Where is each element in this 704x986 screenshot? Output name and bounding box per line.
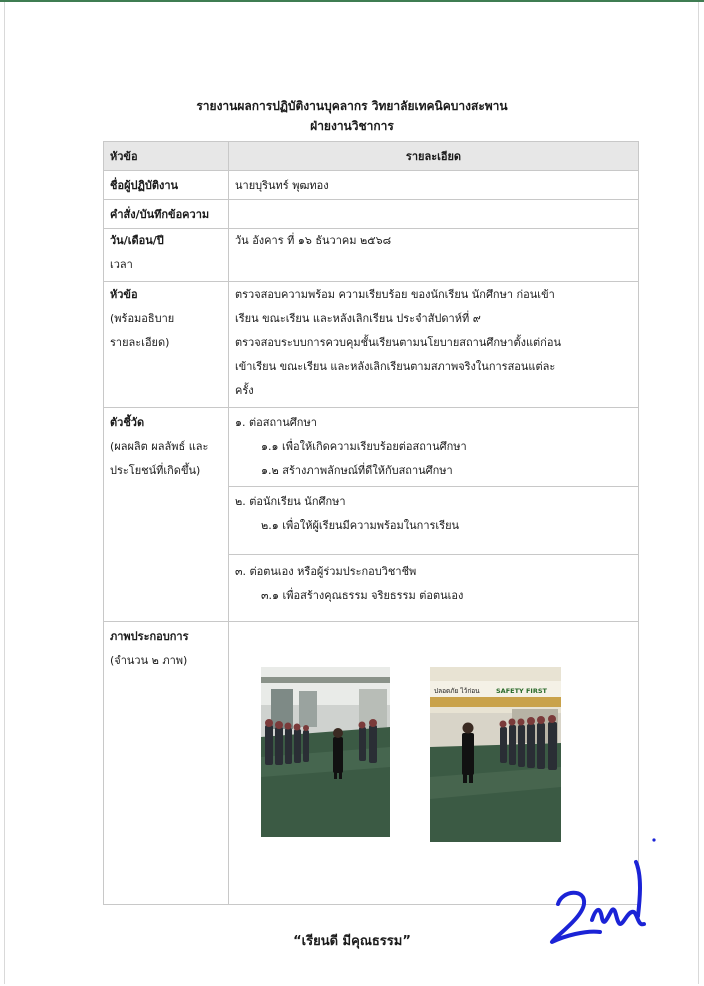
indicator-label: ตัวชี้วัด bbox=[110, 416, 145, 429]
indicator-2-item-a: ๒.๑ เพื่อให้ผู้เรียนมีความพร้อมในการเรียน bbox=[261, 519, 460, 532]
performer-label: ชื่อผู้ปฏิบัติงาน bbox=[110, 179, 179, 192]
indicator-1-item-a: ๑.๑ เพื่อให้เกิดความเรียบร้อยต่อสถานศึกษา bbox=[261, 440, 467, 453]
topic-line: ตรวจสอบความพร้อม ความเรียบร้อย ของนักเรียน นักศึกษา ก่อนเข้า bbox=[235, 288, 555, 301]
header-detail: รายละเอียด bbox=[229, 142, 639, 171]
topic-line: ตรวจสอบระบบการควบคุมชั้นเรียนตามนโยบายสถานศึกษาตั้งแต่ก่อน bbox=[235, 336, 561, 349]
safety-sign-thai: ปลอดภัย ไว้ก่อน bbox=[434, 687, 480, 695]
indicator-1-item-b: ๑.๒ สร้างภาพลักษณ์ที่ดีให้กับสถานศึกษา bbox=[261, 464, 453, 477]
topic-sub1: (พร้อมอธิบาย bbox=[110, 312, 175, 325]
report-title-block bbox=[0, 96, 704, 136]
indicator-1-heading: ๑. ต่อสถานศึกษา bbox=[235, 416, 317, 429]
report-subtitle: ฝ่ายงานวิชาการ bbox=[310, 119, 394, 133]
row-indicator bbox=[104, 408, 639, 622]
photos-label: ภาพประกอบการ bbox=[110, 630, 189, 643]
row-performer bbox=[104, 171, 639, 200]
row-topic bbox=[104, 282, 639, 408]
indicator-sub2: ประโยชน์ที่เกิดขึ้น) bbox=[110, 464, 201, 477]
indicator-2-heading: ๒. ต่อนักเรียน นักศึกษา bbox=[235, 495, 346, 508]
photos-count: (จำนวน ๒ ภาพ) bbox=[110, 654, 188, 667]
table-header-row bbox=[104, 142, 639, 171]
topic-line: ครั้ง bbox=[235, 384, 254, 397]
footer-motto: “เรียนดี มีคุณธรรม” bbox=[293, 934, 411, 949]
indicator-sub1: (ผลผลิต ผลลัพธ์ และ bbox=[110, 440, 209, 453]
indicator-block-1 bbox=[235, 411, 632, 486]
topic-sub2: รายละเอียด) bbox=[110, 336, 170, 349]
indicator-block-2 bbox=[229, 486, 638, 554]
date-value: วัน อังคาร ที่ ๑๖ ธันวาคม ๒๕๖๘ bbox=[235, 234, 392, 247]
topic-label: หัวข้อ bbox=[110, 288, 138, 301]
row-date bbox=[104, 229, 639, 282]
indicator-3-heading: ๓. ต่อตนเอง หรือผู้ร่วมประกอบวิชาชีพ bbox=[235, 565, 417, 578]
topic-line: เรียน ขณะเรียน และหลังเลิกเรียน ประจำสัปดาห์ที่ ๙ bbox=[235, 312, 481, 325]
activity-photo-1 bbox=[261, 667, 390, 837]
topic-line: เข้าเรียน ขณะเรียน และหลังเลิกเรียนตามสภาพจริงในการสอนแต่ละ bbox=[235, 360, 556, 373]
indicator-3-item-a: ๓.๑ เพื่อสร้างคุณธรรม จริยธรรม ต่อตนเอง bbox=[261, 589, 464, 602]
performer-value: นายบุรินทร์ พุฒทอง bbox=[235, 179, 329, 192]
report-title: รายงานผลการปฏิบัติงานบุคลากร วิทยาลัยเทคนิคบางสะพาน bbox=[196, 99, 508, 113]
safety-sign-english: SAFETY FIRST bbox=[496, 687, 547, 695]
header-topic: หัวข้อ bbox=[104, 142, 229, 171]
photo-2-image bbox=[430, 667, 561, 842]
time-label: เวลา bbox=[110, 258, 133, 271]
row-order bbox=[104, 200, 639, 229]
photo-1-image bbox=[261, 667, 390, 837]
date-label: วัน/เดือน/ปี bbox=[110, 234, 164, 247]
activity-photo-2 bbox=[430, 667, 561, 842]
order-label: คำสั่ง/บันทึกข้อความ bbox=[110, 208, 210, 221]
indicator-block-3 bbox=[229, 554, 638, 619]
